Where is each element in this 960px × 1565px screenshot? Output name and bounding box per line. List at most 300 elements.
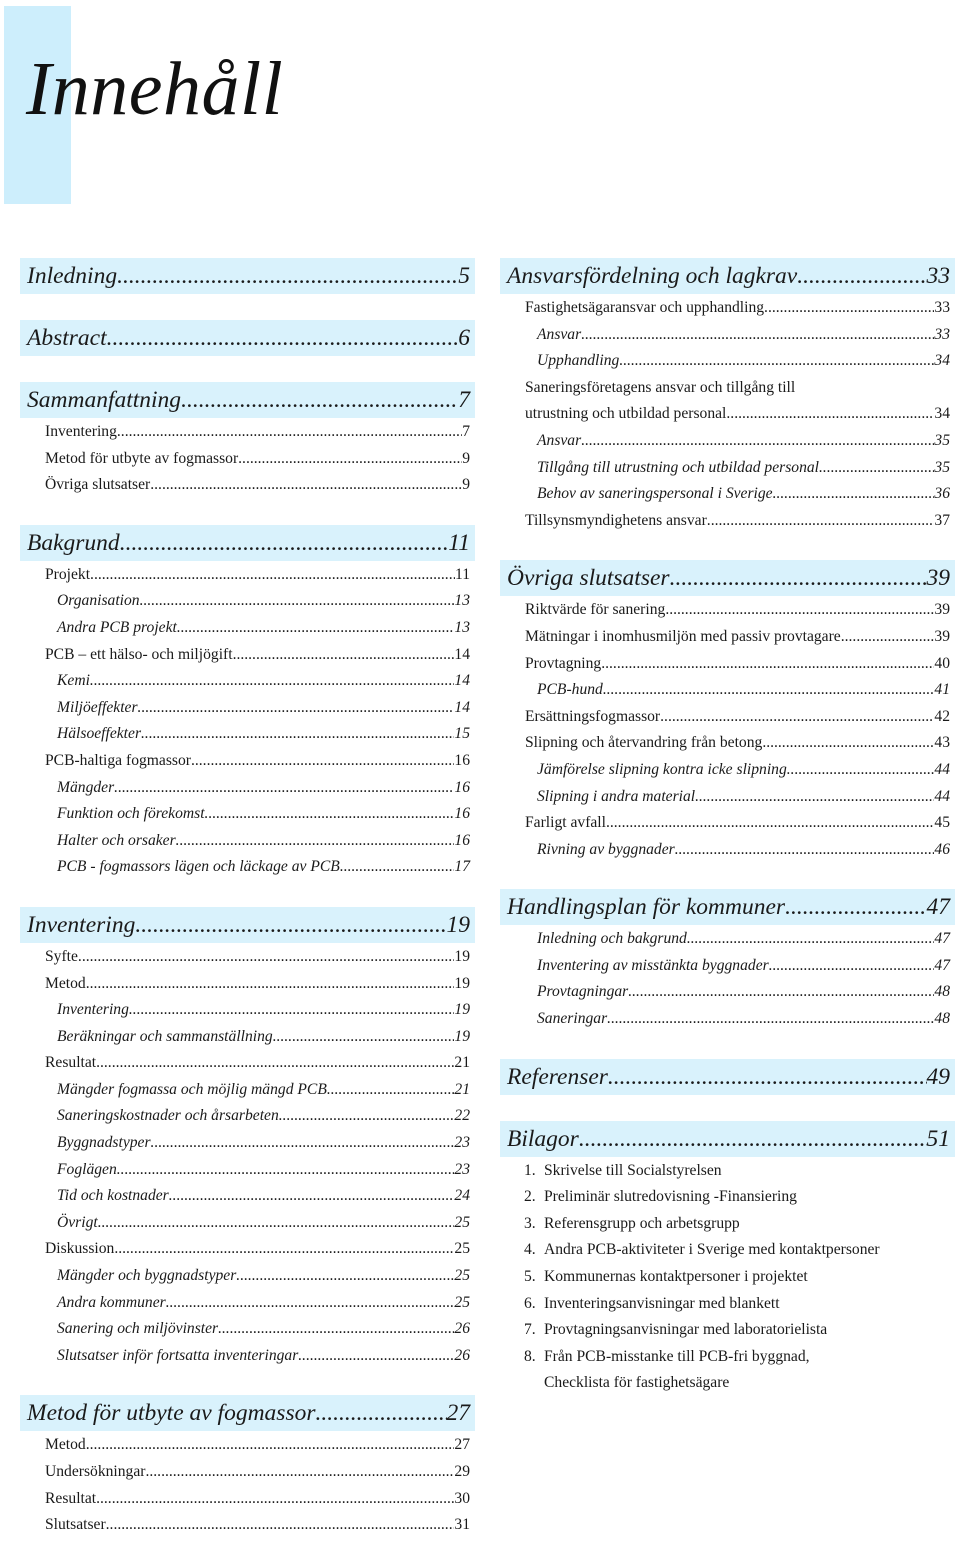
appendix-number: 2. — [524, 1188, 536, 1206]
toc-right-column — [500, 258, 955, 1423]
toc-dot-leader — [579, 1121, 927, 1157]
toc-entry-line[interactable]: Saneringsföretagens ansvar och tillgång till — [525, 378, 796, 396]
toc-entry-page: 27 — [454, 1436, 470, 1454]
toc-entry-text: Inledning och bakgrund — [537, 930, 687, 948]
toc-heading[interactable] — [20, 382, 475, 418]
appendix-item[interactable] — [500, 1184, 955, 1211]
toc-heading-text: Inventering — [27, 911, 136, 938]
toc-dot-leader — [114, 1236, 454, 1263]
toc-entry[interactable] — [500, 677, 955, 704]
toc-entry[interactable] — [20, 828, 475, 855]
toc-heading[interactable] — [20, 525, 475, 561]
toc-dot-leader — [78, 944, 454, 971]
appendix-item[interactable] — [500, 1344, 955, 1371]
toc-entry-page: 30 — [454, 1489, 470, 1507]
toc-entry-text: Mätningar i inomhusmiljön med passiv provtagare — [525, 627, 841, 645]
toc-dot-leader — [787, 757, 935, 784]
toc-entry[interactable] — [500, 651, 955, 678]
toc-entry-text: Miljöeffekter — [57, 698, 138, 716]
toc-entry-text: Projekt — [45, 565, 91, 583]
toc-entry[interactable] — [20, 854, 475, 881]
toc-entry-text: Tillgång till utrustning och utbildad personal — [537, 458, 820, 476]
toc-entry-page: 29 — [454, 1463, 470, 1480]
toc-entry-page: 45 — [934, 814, 950, 832]
toc-dot-leader — [675, 837, 935, 864]
toc-entry[interactable] — [20, 419, 475, 446]
toc-entry-page: 42 — [934, 707, 950, 725]
toc-heading[interactable] — [20, 907, 475, 943]
toc-entry-page: 34 — [934, 352, 950, 370]
toc-entry-page: 19 — [454, 1027, 470, 1045]
toc-dot-leader — [176, 828, 455, 855]
toc-entry-text: Byggnadstyper — [57, 1134, 151, 1152]
toc-entry-page: 14 — [454, 672, 470, 690]
toc-heading-page: 49 — [926, 1063, 950, 1090]
toc-left-column — [20, 258, 475, 1565]
toc-entry-text: Diskussion — [45, 1240, 115, 1258]
toc-entry[interactable] — [500, 597, 955, 624]
toc-entry-text: Saneringar — [537, 1010, 608, 1028]
toc-entry-text: Mängder — [57, 778, 115, 796]
toc-dot-leader — [117, 419, 462, 446]
toc-entry-page: 19 — [454, 974, 470, 992]
toc-dot-leader — [205, 801, 455, 828]
toc-entry-text: Undersökningar — [45, 1463, 146, 1480]
toc-dot-leader — [785, 889, 926, 925]
appendix-number: 6. — [524, 1294, 536, 1312]
toc-dot-leader — [707, 508, 935, 535]
toc-entry[interactable] — [20, 775, 475, 802]
toc-entry-text: Mängder och byggnadstyper — [57, 1267, 237, 1285]
toc-entry[interactable] — [20, 1432, 475, 1459]
toc-entry-page: 47 — [934, 956, 950, 974]
toc-dot-leader — [665, 597, 934, 624]
toc-entry-page: 13 — [454, 618, 470, 636]
toc-entry[interactable] — [20, 1316, 475, 1343]
toc-dot-leader — [607, 1006, 934, 1033]
toc-dot-leader — [773, 481, 935, 508]
toc-entry[interactable] — [500, 295, 955, 322]
toc-heading-text: Inledning — [27, 263, 118, 289]
toc-entry-page: 11 — [454, 565, 470, 583]
toc-entry[interactable] — [500, 784, 955, 811]
toc-entry-page: 21 — [454, 1080, 470, 1098]
toc-heading-page: 5 — [458, 263, 470, 289]
toc-entry[interactable] — [500, 704, 955, 731]
appendix-text-continued: Checklista för fastighetsägare — [544, 1374, 730, 1392]
toc-heading[interactable] — [20, 320, 475, 356]
toc-entry-text: Foglägen — [57, 1160, 117, 1178]
toc-heading-text: Metod för utbyte av fogmassor — [27, 1400, 316, 1427]
toc-entry[interactable] — [20, 1236, 475, 1263]
toc-entry-page: 16 — [454, 751, 470, 769]
toc-heading[interactable] — [500, 889, 955, 925]
toc-dot-leader — [628, 979, 934, 1006]
toc-dot-leader — [151, 1130, 455, 1157]
toc-entry[interactable] — [20, 695, 475, 722]
toc-dot-leader — [98, 1210, 455, 1237]
toc-entry-text: Övriga slutsatser — [45, 476, 151, 494]
appendix-number: 5. — [524, 1268, 536, 1286]
toc-entry-text: utrustning och utbildad personal — [525, 405, 727, 423]
toc-dot-leader — [581, 428, 934, 455]
toc-dot-leader — [608, 1059, 927, 1095]
toc-dot-leader — [298, 1343, 454, 1370]
toc-dot-leader — [695, 784, 934, 811]
toc-dot-leader — [117, 1157, 455, 1184]
toc-dot-leader — [273, 1024, 455, 1051]
toc-dot-leader — [135, 907, 446, 943]
toc-dot-leader — [90, 668, 454, 695]
toc-dot-leader — [316, 1395, 447, 1431]
toc-dot-leader — [90, 562, 455, 589]
toc-entry[interactable] — [20, 562, 475, 589]
toc-entry[interactable] — [20, 1512, 475, 1539]
appendix-text: Från PCB-misstanke till PCB-fri byggnad, — [544, 1347, 810, 1365]
appendix-text: Skrivelse till Socialstyrelsen — [544, 1161, 722, 1179]
toc-entry-text: Sanering och miljövinster — [57, 1320, 219, 1338]
toc-section — [500, 560, 955, 863]
toc-entry[interactable] — [20, 1263, 475, 1290]
toc-heading-page: 19 — [446, 911, 470, 938]
toc-dot-leader — [86, 971, 455, 998]
toc-heading-page: 39 — [926, 565, 950, 592]
toc-entry-text: Tillsynsmyndighetens ansvar — [525, 511, 707, 529]
toc-heading-text: Bilagor — [507, 1125, 579, 1152]
toc-entry-page: 31 — [454, 1516, 470, 1534]
toc-entry-text: Upphandling — [537, 352, 620, 370]
toc-dot-leader — [140, 588, 455, 615]
toc-entry[interactable] — [500, 401, 955, 428]
toc-heading-page: 47 — [926, 894, 950, 921]
toc-entry-page: 17 — [454, 858, 470, 876]
toc-dot-leader — [687, 926, 935, 953]
toc-dot-leader — [191, 748, 454, 775]
toc-entry[interactable] — [20, 801, 475, 828]
toc-entry-page: 23 — [454, 1160, 470, 1178]
page-title: Innehåll — [26, 47, 284, 131]
toc-entry-text: Syfte — [45, 947, 78, 965]
toc-entry[interactable] — [20, 1050, 475, 1077]
toc-section — [20, 382, 475, 499]
toc-dot-leader — [86, 1432, 455, 1459]
toc-section — [500, 1059, 955, 1095]
toc-entry-page: 25 — [454, 1267, 470, 1285]
appendix-item[interactable] — [500, 1237, 955, 1264]
toc-heading-text: Bakgrund — [27, 529, 120, 556]
toc-entry[interactable] — [20, 1183, 475, 1210]
toc-dot-leader — [581, 322, 934, 349]
appendix-text: Kommunernas kontaktpersoner i projektet — [544, 1268, 808, 1286]
appendix-item[interactable] — [500, 1211, 955, 1238]
toc-entry-page: 25 — [454, 1293, 470, 1311]
toc-entry-text: Funktion och förekomst — [57, 805, 205, 823]
toc-entry[interactable] — [20, 472, 475, 499]
toc-entry-page: 40 — [934, 654, 950, 672]
toc-entry-page: 9 — [462, 476, 470, 494]
toc-dot-leader — [819, 455, 934, 482]
toc-entry[interactable] — [500, 1006, 955, 1033]
toc-entry-text: Jämförelse slipning kontra icke slipning — [537, 760, 787, 778]
toc-entry-page: 43 — [934, 734, 950, 752]
toc-entry[interactable] — [20, 1290, 475, 1317]
toc-dot-leader — [670, 560, 927, 596]
toc-entry-text: Fastighetsägaransvar och upphandling — [525, 299, 765, 316]
toc-entry-page: 33 — [934, 325, 950, 343]
toc-entry-page: 47 — [934, 930, 950, 948]
toc-entry[interactable] — [20, 944, 475, 971]
toc-entry-page: 13 — [454, 592, 470, 610]
appendix-number: 8. — [524, 1347, 536, 1365]
toc-entry-text: Riktvärde för sanering — [525, 601, 666, 619]
toc-entry-text: Halter och orsaker — [57, 831, 176, 849]
appendix-text: Provtagningsanvisningar med laboratorielista — [544, 1321, 828, 1339]
toc-entry[interactable] — [20, 1077, 475, 1104]
toc-dot-leader — [603, 677, 935, 704]
toc-entry[interactable] — [500, 810, 955, 837]
toc-dot-leader — [218, 1316, 454, 1343]
toc-entry-page: 33 — [934, 299, 950, 316]
toc-entry-page: 23 — [454, 1134, 470, 1152]
appendix-text: Preliminär slutredovisning -Finansiering — [544, 1188, 797, 1206]
toc-heading-page: 7 — [458, 387, 470, 413]
toc-entry-page: 19 — [454, 947, 470, 965]
toc-heading[interactable] — [500, 1059, 955, 1095]
toc-entry-text: Tid och kostnader — [57, 1187, 169, 1205]
toc-entry[interactable] — [500, 428, 955, 455]
toc-entry-page: 9 — [462, 449, 470, 467]
toc-entry-text: Ansvar — [537, 325, 582, 343]
toc-entry-page: 41 — [934, 681, 950, 699]
toc-entry[interactable] — [500, 481, 955, 508]
toc-dot-leader — [96, 1486, 454, 1513]
toc-entry[interactable] — [20, 1130, 475, 1157]
toc-entry[interactable] — [20, 997, 475, 1024]
toc-entry-text: PCB-hund — [537, 681, 603, 699]
toc-entry-page: 16 — [454, 778, 470, 796]
toc-entry[interactable] — [20, 1103, 475, 1130]
toc-section — [20, 525, 475, 881]
toc-entry[interactable] — [500, 953, 955, 980]
toc-entry-text: Inventering av misstänkta byggnader — [537, 956, 769, 974]
appendix-number: 3. — [524, 1214, 536, 1232]
toc-entry-text: Resultat — [45, 1489, 97, 1507]
toc-heading-text: Abstract — [27, 325, 107, 351]
toc-heading[interactable] — [500, 258, 955, 294]
toc-dot-leader — [120, 525, 449, 561]
toc-entry-page: 39 — [934, 627, 950, 645]
toc-entry-text: Andra kommuner — [57, 1293, 166, 1311]
toc-entry-page: 46 — [934, 840, 950, 858]
toc-heading-text: Ansvarsfördelning och lagkrav — [507, 263, 798, 289]
toc-entry[interactable] — [500, 624, 955, 651]
toc-dot-leader — [177, 615, 455, 642]
toc-entry-text: Hälsoeffekter — [57, 725, 142, 743]
toc-dot-leader — [236, 1263, 454, 1290]
appendix-item[interactable] — [500, 1158, 955, 1185]
toc-dot-leader — [279, 1103, 455, 1130]
toc-heading-page: 6 — [458, 325, 470, 351]
toc-entry[interactable] — [500, 322, 955, 349]
toc-dot-leader — [129, 997, 455, 1024]
toc-entry-text: Metod — [45, 974, 86, 992]
toc-heading-page: 33 — [926, 263, 950, 289]
toc-dot-leader — [769, 953, 935, 980]
toc-dot-leader — [138, 695, 455, 722]
toc-entry-text: Farligt avfall — [525, 814, 606, 832]
toc-entry-text: Beräkningar och sammanställning — [57, 1027, 273, 1045]
toc-entry-text: Slipning och återvandring från betong — [525, 734, 763, 752]
toc-entry[interactable] — [20, 1343, 475, 1370]
toc-entry-text: Mängder fogmassa och möjlig mängd PCB — [57, 1080, 327, 1098]
toc-entry-page: 26 — [454, 1320, 470, 1338]
toc-dot-leader — [660, 704, 934, 731]
toc-dot-leader — [340, 854, 455, 881]
toc-entry-text: Behov av saneringspersonal i Sverige — [537, 485, 773, 503]
toc-entry-text: Resultat — [45, 1054, 97, 1072]
toc-dot-leader — [764, 295, 934, 322]
toc-entry[interactable] — [20, 1024, 475, 1051]
toc-entry[interactable] — [20, 642, 475, 669]
toc-entry-text: Rivning av byggnader — [537, 840, 675, 858]
toc-dot-leader — [238, 446, 462, 473]
toc-dot-leader — [762, 730, 934, 757]
toc-dot-leader — [141, 721, 454, 748]
toc-entry[interactable] — [20, 588, 475, 615]
appendix-item[interactable] — [500, 1291, 955, 1318]
toc-entry[interactable] — [500, 926, 955, 953]
toc-heading-text: Referenser — [507, 1063, 608, 1090]
toc-entry-text: Övrigt — [57, 1213, 98, 1231]
toc-section — [500, 1121, 955, 1397]
toc-entry-text: PCB – ett hälso- och miljögift — [45, 645, 233, 663]
appendix-number: 4. — [524, 1241, 536, 1259]
toc-dot-leader — [841, 624, 935, 651]
appendix-text: Referensgrupp och arbetsgrupp — [544, 1214, 740, 1232]
toc-dot-leader — [96, 1050, 454, 1077]
appendix-number: 7. — [524, 1321, 536, 1339]
toc-dot-leader — [619, 348, 934, 375]
toc-entry[interactable] — [500, 979, 955, 1006]
toc-entry-page: 25 — [454, 1240, 470, 1258]
toc-entry-text: Provtagning — [525, 654, 602, 672]
toc-entry[interactable] — [500, 508, 955, 535]
toc-entry-page: 15 — [454, 725, 470, 743]
toc-heading[interactable] — [20, 258, 475, 294]
toc-entry-page: 35 — [934, 431, 950, 449]
toc-entry[interactable] — [20, 1210, 475, 1237]
toc-entry-text: Organisation — [57, 592, 140, 610]
toc-section — [20, 1395, 475, 1538]
toc-heading[interactable] — [20, 1395, 475, 1431]
toc-entry[interactable] — [20, 1486, 475, 1513]
toc-entry-page: 16 — [454, 805, 470, 823]
toc-heading-text: Handlingsplan för kommuner — [507, 894, 786, 921]
toc-entry-page: 24 — [454, 1187, 470, 1205]
toc-entry-text: Slutsatser — [45, 1516, 106, 1534]
toc-dot-leader — [169, 1183, 455, 1210]
toc-entry[interactable] — [20, 721, 475, 748]
toc-entry-text: Kemi — [57, 672, 90, 690]
toc-entry-page: 25 — [454, 1213, 470, 1231]
toc-entry-text: Metod för utbyte av fogmassor — [45, 449, 239, 467]
toc-section — [500, 889, 955, 1032]
toc-dot-leader — [166, 1290, 455, 1317]
toc-entry-text: PCB-haltiga fogmassor — [45, 751, 191, 769]
toc-entry-text: Saneringskostnader och årsarbeten — [57, 1107, 279, 1125]
appendix-number: 1. — [524, 1161, 536, 1179]
toc-entry-text: Inventering — [45, 423, 117, 440]
toc-entry[interactable] — [500, 837, 955, 864]
toc-entry[interactable] — [500, 348, 955, 375]
toc-heading[interactable] — [500, 560, 955, 596]
toc-heading-page: 11 — [448, 529, 470, 556]
toc-entry-page: 48 — [934, 983, 950, 1001]
toc-heading-page: 51 — [926, 1125, 950, 1152]
toc-section — [500, 258, 955, 534]
toc-entry-page: 16 — [454, 831, 470, 849]
toc-entry[interactable] — [20, 446, 475, 473]
toc-heading-text: Övriga slutsatser — [507, 565, 670, 592]
toc-entry[interactable] — [20, 668, 475, 695]
toc-entry[interactable] — [500, 455, 955, 482]
toc-entry[interactable] — [20, 1157, 475, 1184]
toc-dot-leader — [327, 1077, 455, 1104]
toc-dot-leader — [114, 775, 454, 802]
toc-entry-text: Slipning i andra material — [537, 787, 696, 805]
toc-entry-text: Provtagningar — [537, 983, 629, 1001]
toc-entry-page: 19 — [454, 1001, 470, 1019]
appendix-item[interactable] — [500, 1264, 955, 1291]
toc-entry-page: 44 — [934, 760, 950, 778]
toc-entry-text: Inventering — [57, 1001, 129, 1019]
toc-entry-text: Slutsatser inför fortsatta inventeringar — [57, 1346, 299, 1364]
toc-entry[interactable] — [20, 971, 475, 998]
toc-entry[interactable] — [500, 757, 955, 784]
toc-entry-page: 21 — [454, 1054, 470, 1072]
toc-entry-page: 14 — [454, 698, 470, 716]
toc-entry-page: 48 — [934, 1010, 950, 1028]
toc-section — [20, 320, 475, 356]
toc-entry-page: 7 — [462, 423, 470, 440]
toc-entry-text: Ersättningsfogmassor — [525, 707, 661, 725]
toc-entry[interactable] — [20, 748, 475, 775]
appendix-text: Inventeringsanvisningar med blankett — [544, 1294, 780, 1312]
toc-dot-leader — [150, 472, 462, 499]
toc-entry-page: 34 — [934, 405, 950, 423]
toc-entry[interactable] — [500, 730, 955, 757]
toc-entry-text: Ansvar — [537, 431, 582, 449]
toc-section — [20, 907, 475, 1370]
toc-entry[interactable] — [20, 615, 475, 642]
toc-entry-page: 37 — [934, 511, 950, 529]
toc-heading-page: 27 — [446, 1400, 470, 1427]
toc-entry-page: 14 — [454, 645, 470, 663]
toc-entry-text: PCB - fogmassors lägen och läckage av PCB — [57, 858, 340, 876]
appendix-item[interactable] — [500, 1317, 955, 1344]
toc-heading[interactable] — [500, 1121, 955, 1157]
toc-dot-leader — [601, 651, 934, 678]
toc-entry-page: 22 — [454, 1107, 470, 1125]
toc-dot-leader — [106, 1512, 455, 1539]
toc-entry-text: Metod — [45, 1436, 86, 1454]
toc-entry-text: Andra PCB projekt — [57, 618, 177, 636]
toc-entry-page: 44 — [934, 787, 950, 805]
toc-dot-leader — [726, 401, 934, 428]
toc-dot-leader — [797, 258, 926, 294]
toc-entry-page: 26 — [454, 1346, 470, 1364]
toc-dot-leader — [117, 258, 458, 294]
